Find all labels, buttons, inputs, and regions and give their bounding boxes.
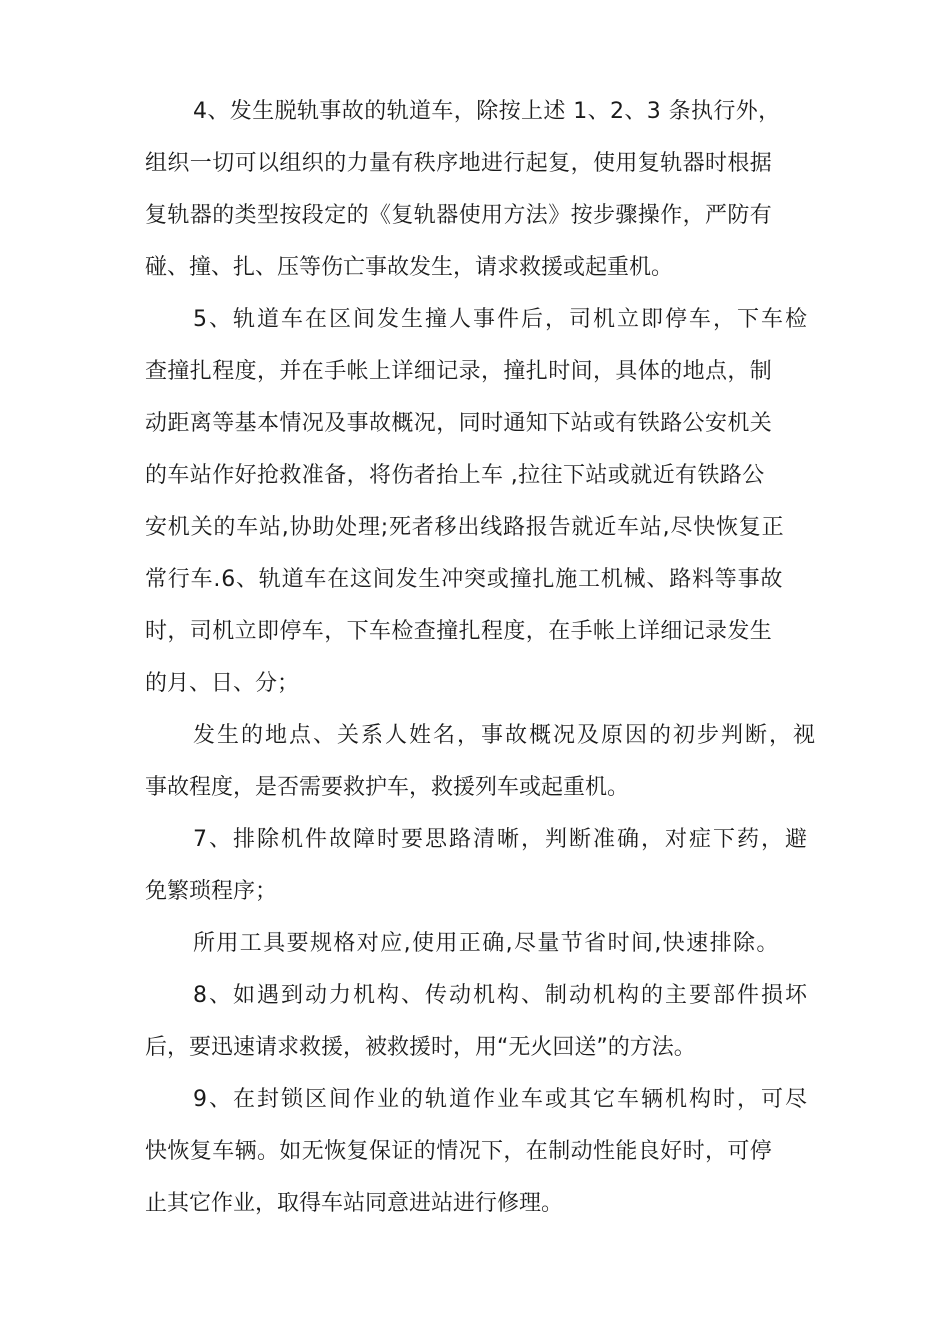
paragraph-8-line-1: 8、如遇到动力机构、传动机构、制动机构的主要部件损坏 bbox=[193, 983, 809, 1008]
paragraph-4-line-2: 组织一切可以组织的力量有秩序地进行起复，使用复轨器时根据 bbox=[145, 151, 773, 176]
paragraph-5-line-7: 时，司机立即停车，下车检查撞扎程度，在手帐上详细记录发生 bbox=[145, 619, 773, 644]
paragraph-5-line-4: 的车站作好抢救准备，将伤者抬上车 ,拉往下站或就近有铁路公 bbox=[145, 463, 765, 488]
paragraph-5-line-8: 的月、日、分； bbox=[145, 671, 300, 696]
paragraph-8-line-2: 后，要迅速请求救援，被救援时，用“无火回送”的方法。 bbox=[145, 1035, 696, 1060]
paragraph-4-line-1: 4、发生脱轨事故的轨道车，除按上述 1、2、3 条执行外， bbox=[193, 99, 781, 124]
paragraph-location-line-2: 事故程度，是否需要救护车，救援列车或起重机。 bbox=[145, 775, 630, 800]
paragraph-9-line-3: 止其它作业，取得车站同意进站进行修理。 bbox=[145, 1191, 564, 1216]
paragraph-5-line-6: 常行车.6、轨道车在这间发生冲突或撞扎施工机械、路料等事故 bbox=[145, 567, 784, 592]
paragraph-5-line-3: 动距离等基本情况及事故概况，同时通知下站或有铁路公安机关 bbox=[145, 411, 773, 436]
paragraph-5-line-2: 查撞扎程度，并在手帐上详细记录，撞扎时间，具体的地点，制 bbox=[145, 359, 773, 384]
paragraph-7-line-1: 7、排除机件故障时要思路清晰，判断准确，对症下药，避 bbox=[193, 827, 809, 852]
paragraph-tools-line-1: 所用工具要规格对应,使用正确,尽量节省时间,快速排除。 bbox=[193, 931, 780, 956]
paragraph-5-line-5: 安机关的车站,协助处理;死者移出线路报告就近车站,尽快恢复正 bbox=[145, 515, 785, 540]
paragraph-5-line-1: 5、轨道车在区间发生撞人事件后，司机立即停车，下车检 bbox=[193, 307, 809, 332]
paragraph-location-line-1: 发生的地点、关系人姓名，事故概况及原因的初步判断，视 bbox=[193, 723, 818, 748]
paragraph-9-line-1: 9、在封锁区间作业的轨道作业车或其它车辆机构时，可尽 bbox=[193, 1087, 809, 1112]
paragraph-4-line-3: 复轨器的类型按段定的《复轨器使用方法》按步骤操作，严防有 bbox=[145, 203, 773, 228]
paragraph-9-line-2: 快恢复车辆。如无恢复保证的情况下，在制动性能良好时，可停 bbox=[145, 1139, 773, 1164]
paragraph-7-line-2: 免繁琐程序； bbox=[145, 879, 278, 904]
paragraph-4-line-4: 碰、撞、扎、压等伤亡事故发生，请求救援或起重机。 bbox=[145, 255, 674, 280]
